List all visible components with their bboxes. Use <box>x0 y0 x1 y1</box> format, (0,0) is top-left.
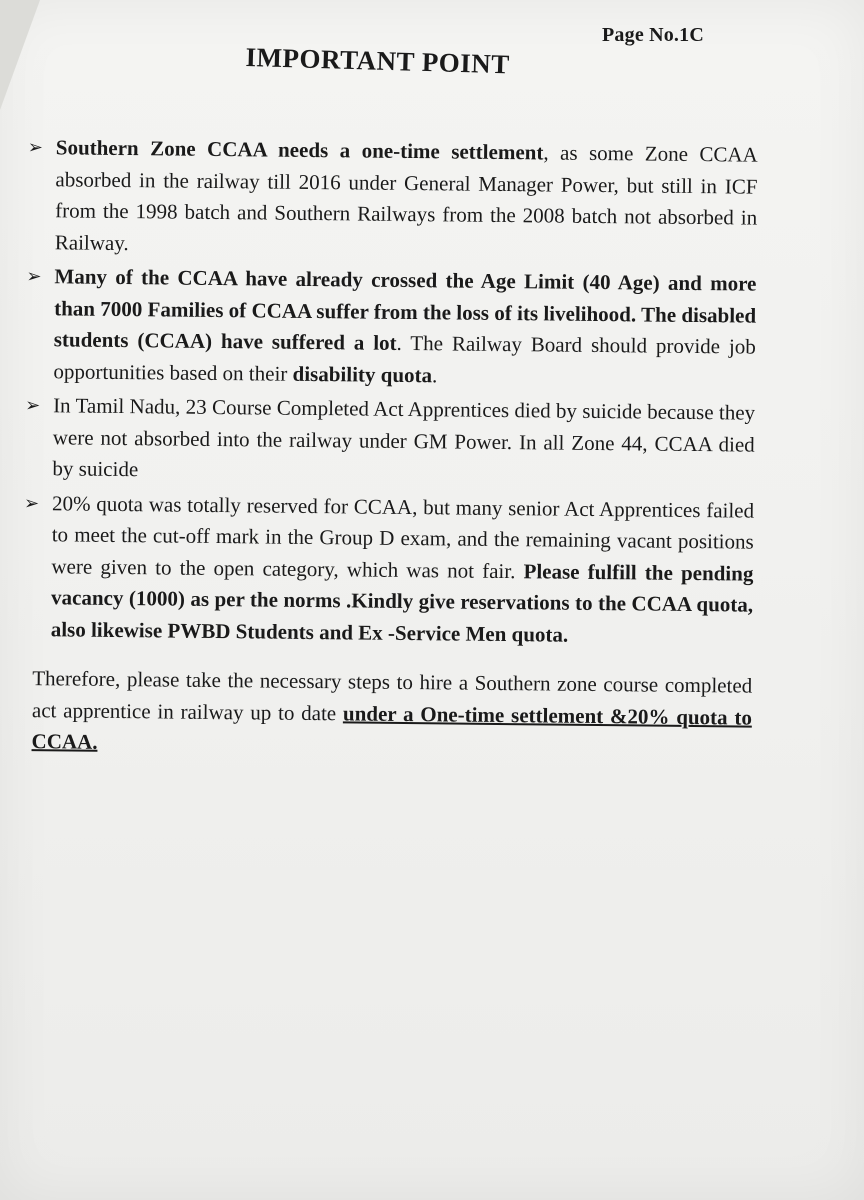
arrow-bullet-icon: ➢ <box>27 137 44 158</box>
point-4-bold-tail: Please fulfill the pending vacancy (1000) as per the norms .Kindly give reservations to the CCAA quota, also likewise PWBD Students and Ex -Service Men quota. <box>50 558 754 647</box>
page-number: Page No.1C <box>602 24 704 46</box>
conclusion-underlined: under a One-time settlement &20% quota to CCAA. <box>31 700 753 754</box>
page-curl-corner <box>0 0 40 110</box>
document-body <box>19 132 758 765</box>
point-1-text: , as some Zone CCAA absorbed in the railway till 2016 under General Manager Power, but still in ICF from the 1998 batch and Southern Railways from the 2008 batch not absorbed in Railway. <box>54 140 758 255</box>
arrow-bullet-icon: ➢ <box>25 395 41 416</box>
point-2-text: . The Railway Board should provide job opportunities based on their <box>53 330 756 386</box>
point-4-text: 20% quota was totally reserved for CCAA, but many senior Act Apprentices failed to meet the cut-off mark in the Group D exam, and the remaining vacant positions were given to the open category, which was not fair. <box>51 490 755 583</box>
point-1 <box>25 132 758 266</box>
point-2-end: . <box>431 362 438 387</box>
point-2-bold-lead: Many of the CCAA have already crossed the Age Limit (40 Age) and more than 7000 Families of CCAA suffer from the loss of its livelihood. The disabled students (CCAA) have suffered a lot <box>53 264 757 355</box>
point-1-bold-lead: Southern Zone CCAA needs a one-time settlement <box>55 135 544 165</box>
document-title: IMPORTANT POINT <box>245 42 511 80</box>
arrow-bullet-icon: ➢ <box>26 266 42 287</box>
point-4 <box>21 487 755 652</box>
point-2-bold-tail: disability quota <box>292 361 433 387</box>
conclusion-text: Therefore, please take the necessary steps to hire a Southern zone course completed act apprentice in railway up to date <box>31 666 753 725</box>
conclusion-paragraph <box>19 663 752 765</box>
point-3-text: In Tamil Nadu, 23 Course Completed Act Apprentices died by suicide because they were not absorbed into the railway under GM Power. In all Zone 44, CCAA died by suicide <box>52 393 756 482</box>
point-2 <box>23 261 756 395</box>
point-3 <box>22 390 755 492</box>
arrow-bullet-icon: ➢ <box>24 492 40 513</box>
